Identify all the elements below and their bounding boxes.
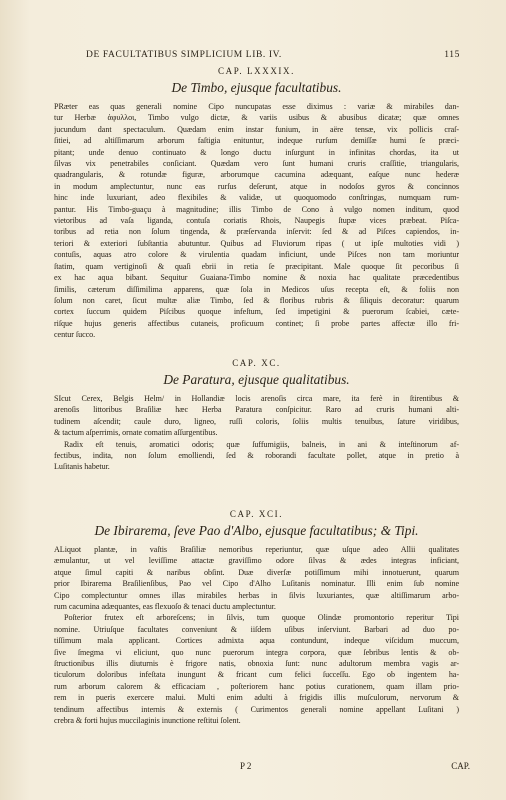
chapter-number: CAP. XCI. [229,509,284,519]
text-line: ſive ſmegma vi eliciunt, quo nunc puerorum integra corpora, quæ ſebribus lentis & ob- [54,647,459,657]
page-number: 115 [444,50,460,60]
paragraph [54,439,459,473]
text-line: Poſterior frutex eſt arboreſcens; in ſilvis, tum quoque Olindæ promontorio reperitur Tipi [64,613,459,623]
text-line: tur Herbæ ἀφυλλοι, Timbo vulgo dictæ, & variis usibus & abusibus dicatæ; quæ omnes [54,113,459,123]
chapter-title: De Ibirarema, ſeve Pao d'Albo, ejusque facultatibus; & Tipi. [94,523,419,538]
chapter-number: CAP. LXXXIX. [218,66,295,76]
text-line: ſitiei, ad altiſſimarum arborum faſtigia enituntur, indeque rurſum demiſſæ humi ſe præci- [54,136,459,146]
text-line: tendinum affectibus internis & externis ( Curimentos generali nomine appellant Luſitani ) [54,704,459,714]
paragraph [54,612,459,726]
text-line: fectibus, indita, non ſolum emolliendi, ſed & roborandi facultate pollet, atque in pretio à [54,451,459,461]
running-head-title: DE FACULTATIBUS SIMPLICIUM LIB. IV. [86,50,282,60]
catchword: CAP. [451,761,470,771]
text-line: centur ſucco. [54,330,96,340]
section-ibirarema [54,509,459,727]
text-line: quadrangularis, & rotundæ figuræ, arborumque cacumina adæquant, eaſque nunc hederæ [54,170,459,180]
text-line: toribus ad retia non ſolum tingenda, & præſervanda inſervit: ſed & ad Piſces capiendos, in- [54,227,459,237]
text-line: rum cacumina adæquantes, eas flexuoſo & tenaci ductu amplectuntur. [54,602,276,612]
text-line: ſtatim, quam vertiginoſi & quaſi ebrii in retia ſe præcipitant. Male quoque ſit pecoribus ſi [54,261,459,271]
text-line: æmulantur, ut vel leviſſime attactæ graviſſimo odore ſilvas & ædes integras inficiant, [54,556,459,566]
text-line: atque ſimul capiti & naribus obſint. Duæ diverſæ potiſſimum mihi innotuerunt, quarum [54,567,459,577]
section-paratura [54,358,459,473]
paragraph [54,393,459,439]
text-line: ſimilis, cæterum diſſimilima apparens, quæ ſola in Medicos uſus recepta eſt, & foliis non [54,284,459,294]
signature-mark: P 2 [240,761,252,771]
text-line: Luſitanis habetur. [54,462,110,472]
chapter-title: De Timbo, ejusque facultatibus. [171,80,342,95]
text-line: riſque hujus generis affectibus cutaneis, proficuum continet; ſi probe partes affectæ illo fri- [54,318,459,328]
text-line: prior Ibirarema Braſilienſibus, Pao vel Cipo d'Alho Luſitanis nominatur. Illi enim ſub nomine [54,579,459,589]
text-line: PRæter eas quas generali nomine Cipo nuncupatas esse diximus : variæ & mirabiles dan- [54,102,459,111]
text-line: crebra & forti hujus muccilaginis inunctione reſtitui ſolent. [54,716,241,726]
text-line: ſolum non caret, ſicut multæ aliæ Timbo, ſed & floribus rubris & ſiliquis decoratur: quarum [54,295,459,305]
text-line: ſtructionibus illis diuturnis è frigore natis, obnoxia ſunt: nunc adultorum membra vagis ar- [54,659,459,669]
text-line: teriori & exteriori ſubſtantia abutuntur. Quibus ad Fluviorum ripas ( ut ipſe multoties vidi ) [54,238,459,248]
section-timbo [54,66,459,341]
text-line: & tactum aſperrimis, ornate comatim aſſurgentibus. [54,428,218,438]
text-line: SIcut Cerex, Belgis Helm/ in Hollandiæ locis arenoſis circa mare, ita ferè in ſtirentibus & [54,394,459,403]
text-line: contuſis, aquas atro colore & virulentia quadam inficiunt, unde Piſces non tam moriuntur [54,250,459,260]
text-line: hinc inde luxuriant, adeo flexibiles & validæ, ut quoquomodo conſtringas, numquam rum- [54,193,459,203]
chapter-number: CAP. XC. [232,358,281,368]
chapter-title: De Paratura, ejusque qualitatibus. [163,372,350,387]
text-line: pantur. His Timbo-guaçu à magnitudine; illis Timbo de Cono à vulgo nomen inditum, quod [54,204,459,214]
text-line: tiſſimum mala applicant. Cortices admixta aqua contundunt, indeque viſcidum muccum, [54,636,459,646]
text-line: ſilvas vix penetrabiles conſiciant. Quædam vero ſunt humani cruris craſſitie, triangularis, [54,159,459,169]
text-line: pitant; unde denuo continuato & longo ductu inſurgunt in infinitas chordas, ita ut [54,147,459,157]
text-line: rum arborum calorem & efficaciam , poſteriorem hanc potius curationem, quam illam prio- [54,681,459,691]
text-line: tudinem aſcendit; caule duro, ligneo, ruſſi coloris, ſoliis multis tenuibus, ſature viridibus, [54,416,459,426]
text-line: Cipo complectuntur omnes illas mirabiles herbas in ſilvis luxuriantes, quæ altiſſimarum arbo- [54,590,459,600]
text-line: vietoribus ad vaſa liganda, contuſa coriatis Rhois, Naupegis ſtupæ vices præbeat. Piſca- [54,216,459,226]
text-line: ex hac aqua bibant. Sequitur Guaiana-Timbo nomine & noxia hac qualitate præcedentibus [54,273,459,283]
text-line: ALiquot plantæ, in vaſtis Braſiliæ nemoribus reperiuntur, quæ uſque adeo Allii qualitates [54,545,459,554]
text-line: jucundum dant spectaculum. Quædam enim instar funium, in aëre tensæ, vix pollicis craſ- [54,124,459,134]
text-line: in modum amplectuntur, nunc eas rurſus deſerunt, atque in nodoſos gyros & concinnos [54,181,459,191]
paragraph [54,101,459,341]
text-line: ticulorum doloribus infeſtata inungunt & fricant cum felici ſucceſſu. Ego ob ingentem ha- [54,670,459,680]
text-line: rem in pueris exercere malui. Multi enim adulti à frigidis illis muſculorum, nervorum & [54,693,459,703]
page-footer [240,761,470,771]
paragraph [54,544,459,612]
text-line: cortex ſuccum quidem Piſcibus quoque infeſtum, ſed impetigini & puerorum ſcabiei, cæte- [54,307,459,317]
text-line: arenoſis littoribus Braſiliæ hæc Herba Paratura conſpicitur. Raro ad cruris humani alti- [54,405,459,415]
text-line: nomine. Utriuſque facultates conveniunt & iiſdem uſibus inſerviunt. Barbari ad duo po- [54,624,459,634]
running-head [86,50,460,60]
text-line: Radix eſt tenuis, aromatici odoris; quæ ſuffumigiis, balneis, in ani & inteſtinorum af- [64,439,459,449]
